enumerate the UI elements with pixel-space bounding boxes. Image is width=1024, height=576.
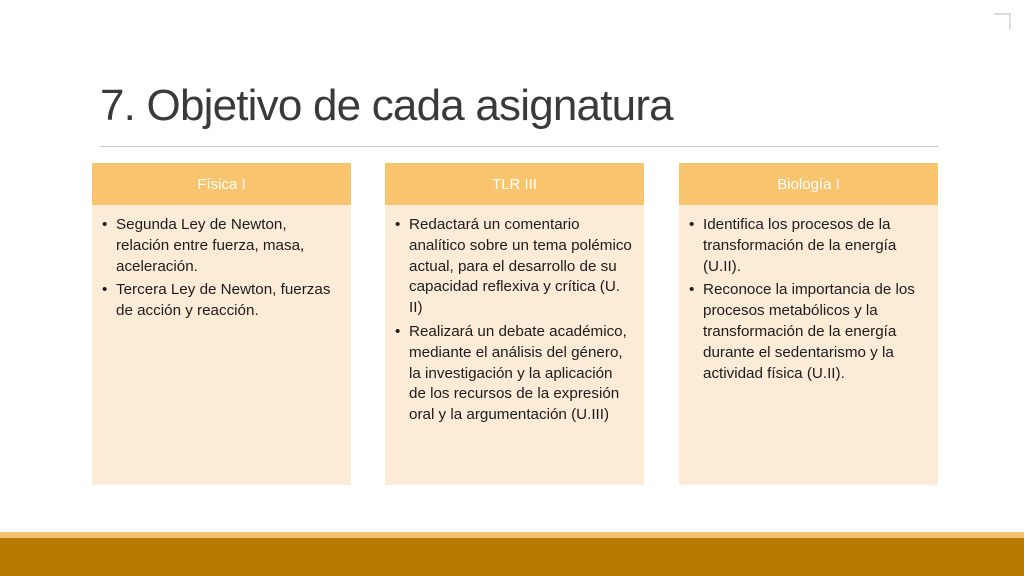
bullet-item: • Identifica los procesos de la transformación de la energía (U.II). <box>689 215 926 277</box>
bullet-item: • Reconoce la importancia de los procesos metabólicos y la transformación de la energía durante el sedentarismo y la actividad física (U.II). <box>689 280 926 384</box>
column-header: Física I <box>92 163 351 205</box>
bullet-item: • Redactará un comentario analítico sobre un tema polémico actual, para el desarrollo de su capacidad reflexiva y crítica (U. II) <box>395 215 632 319</box>
column-header: TLR III <box>385 163 644 205</box>
bullet-item: • Tercera Ley de Newton, fuerzas de acción y reacción. <box>102 280 339 322</box>
column-header: Biología I <box>679 163 938 205</box>
bullet-item: • Segunda Ley de Newton, relación entre fuerza, masa, aceleración. <box>102 215 339 277</box>
column-body <box>679 205 938 485</box>
column-body <box>92 205 351 485</box>
bullet-list <box>689 215 926 384</box>
column-biologia <box>679 163 938 485</box>
footer-band-dark <box>0 538 1024 576</box>
chevron-up-right-icon <box>988 8 1016 36</box>
column-fisica <box>92 163 351 485</box>
column-tlr <box>385 163 644 485</box>
title-divider <box>100 146 938 147</box>
bullet-item: • Realizará un debate académico, mediante el análisis del género, la investigación y la aplicación de los recursos de la expresión oral y la argumentación (U.III) <box>395 322 632 426</box>
bullet-list <box>395 215 632 426</box>
slide-title: 7. Objetivo de cada asignatura <box>100 81 673 130</box>
column-body <box>385 205 644 485</box>
bullet-list <box>102 215 339 322</box>
